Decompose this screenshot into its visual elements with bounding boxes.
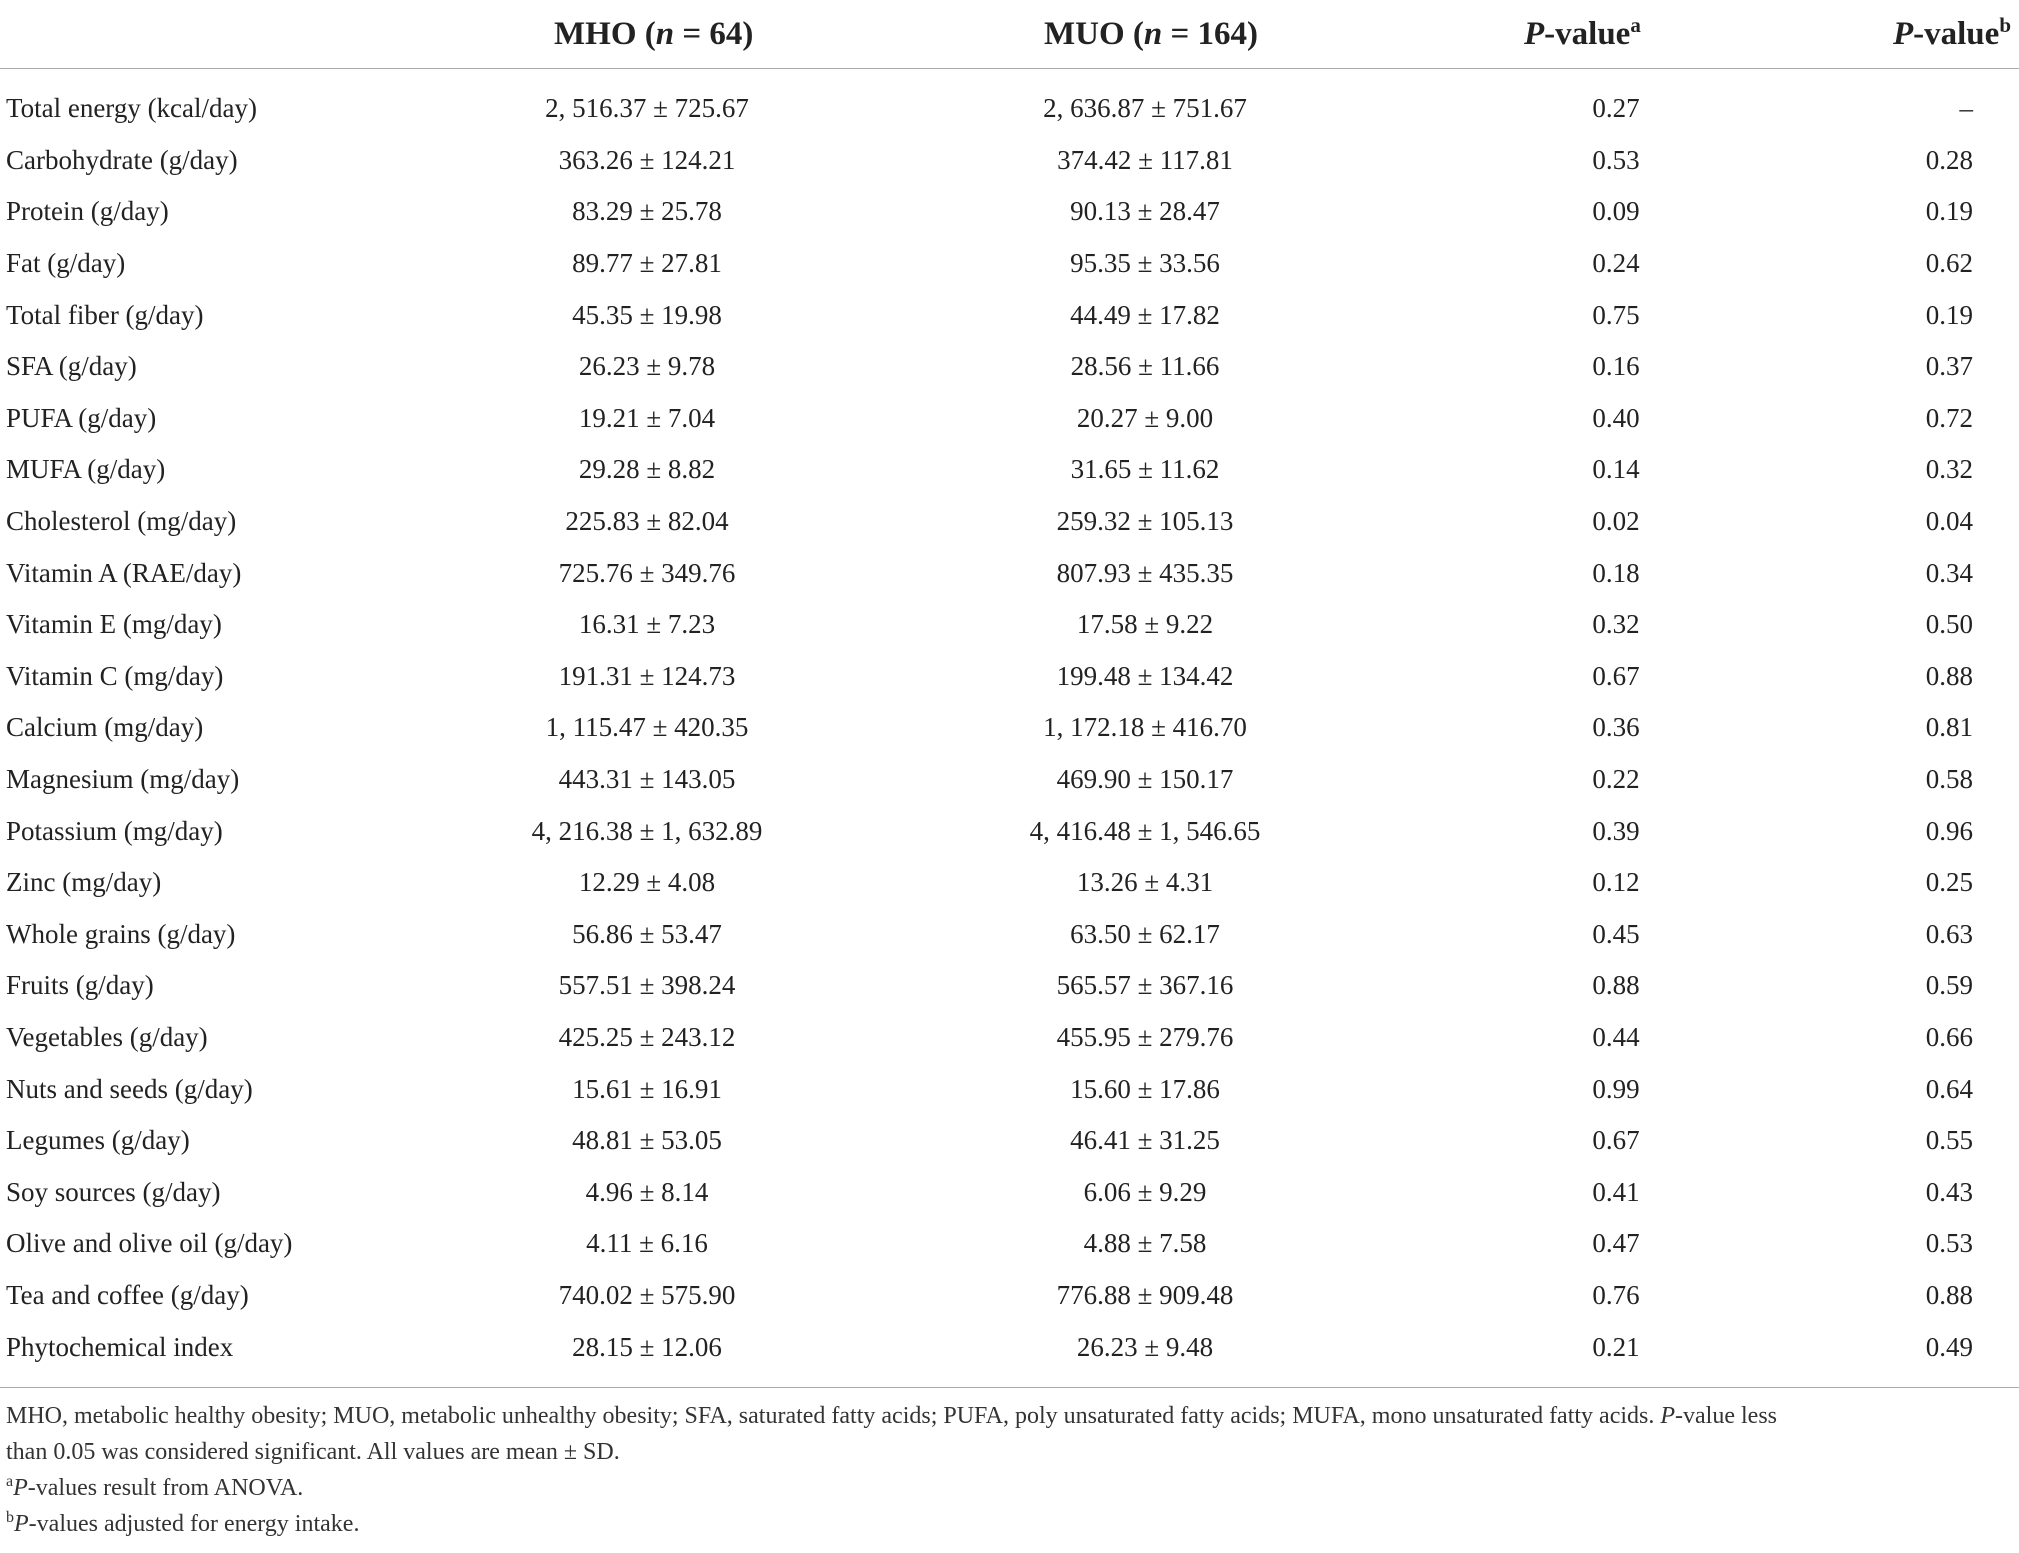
p-value-anova: 0.45: [1592, 918, 1640, 949]
mho-value: 89.77 ± 27.81: [572, 248, 722, 279]
header-p1-sup: a: [1630, 12, 1641, 37]
header-p2-letter: P: [1892, 15, 1914, 52]
row-label: Tea and coffee (g/day): [6, 1279, 249, 1310]
abbrev-p-letter: P: [1660, 1403, 1676, 1429]
table-row: [0, 599, 2019, 651]
table-row: [0, 1321, 2019, 1373]
muo-value: 565.57 ± 367.16: [1056, 970, 1234, 1001]
p-value-anova: 0.99: [1592, 1073, 1640, 1104]
muo-value: 20.27 ± 9.00: [1076, 402, 1214, 433]
muo-value: 4, 416.48 ± 1, 546.65: [1029, 815, 1261, 846]
p-value-adjusted: 0.66: [1925, 1021, 1973, 1052]
table-row: [0, 547, 2019, 599]
p-value-anova: 0.88: [1592, 970, 1640, 1001]
mho-value: 56.86 ± 53.47: [572, 918, 722, 949]
footnote-b-mark: b: [6, 1509, 14, 1526]
muo-value: 374.42 ± 117.81: [1057, 144, 1233, 175]
p-value-adjusted: 0.50: [1925, 609, 1973, 640]
header-p-value-a: [1500, 0, 1790, 69]
row-label: Total fiber (g/day): [6, 299, 204, 330]
row-label: Nuts and seeds (g/day): [6, 1073, 253, 1104]
header-mho-suffix: = 64): [674, 15, 754, 52]
mho-value: 1, 115.47 ± 420.35: [545, 712, 749, 743]
row-label: Vitamin A (RAE/day): [6, 557, 242, 588]
p-value-anova: 0.16: [1592, 351, 1640, 382]
p-value-adjusted: 0.32: [1925, 454, 1973, 485]
table-bottom-rule: [0, 1387, 2019, 1388]
row-label: Magnesium (mg/day): [6, 764, 240, 795]
footnote-a: [6, 1470, 2014, 1506]
table-row: [0, 238, 2019, 290]
table-row: [0, 909, 2019, 961]
muo-value: 15.60 ± 17.86: [1070, 1073, 1220, 1104]
p-value-adjusted: 0.04: [1925, 506, 1973, 537]
table-header-row: [0, 0, 2019, 69]
mho-value: 83.29 ± 25.78: [572, 196, 722, 227]
table-row: [0, 69, 2019, 135]
mho-value: 15.61 ± 16.91: [572, 1073, 722, 1104]
row-label: MUFA (g/day): [6, 454, 166, 485]
table-row: [0, 1218, 2019, 1270]
muo-value: 44.49 ± 17.82: [1070, 299, 1220, 330]
p-value-anova: 0.44: [1592, 1021, 1640, 1052]
muo-value: 6.06 ± 9.29: [1083, 1176, 1207, 1207]
header-label-cell: [0, 0, 500, 69]
mho-value: 45.35 ± 19.98: [572, 299, 722, 330]
table-row: [0, 496, 2019, 548]
p-value-adjusted: 0.19: [1925, 196, 1973, 227]
abbreviation-note-line2: than 0.05 was considered significant. All values are mean ± SD.: [6, 1439, 620, 1465]
row-label: Legumes (g/day): [6, 1125, 190, 1156]
mho-value: 191.31 ± 124.73: [558, 660, 736, 691]
p-value-adjusted: 0.88: [1925, 1279, 1973, 1310]
header-p1-letter: P: [1524, 15, 1545, 52]
p-value-adjusted: 0.37: [1925, 351, 1973, 382]
abbrev-start: MHO, metabolic healthy obesity; MUO, metabolic unhealthy obesity; SFA, saturated fatty acids; PUFA, poly unsaturated fatty acids; MUFA, mono unsaturated fatty acids.: [6, 1403, 1661, 1429]
row-label: Fruits (g/day): [6, 970, 154, 1001]
p-value-anova: 0.76: [1592, 1279, 1640, 1310]
muo-value: 776.88 ± 909.48: [1056, 1279, 1234, 1310]
row-label: Olive and olive oil (g/day): [6, 1228, 293, 1259]
mho-value: 12.29 ± 4.08: [578, 867, 716, 898]
footnote-b-p: P: [14, 1511, 29, 1537]
row-label: Total energy (kcal/day): [6, 93, 258, 124]
table-row: [0, 135, 2019, 187]
p-value-adjusted: 0.19: [1925, 299, 1973, 330]
row-label: Soy sources (g/day): [6, 1176, 221, 1207]
p-value-anova: 0.32: [1592, 609, 1640, 640]
mho-value: 16.31 ± 7.23: [578, 609, 716, 640]
footnote-a-text: -values result from ANOVA.: [27, 1475, 304, 1501]
table-row: [0, 960, 2019, 1012]
muo-value: 199.48 ± 134.42: [1056, 660, 1234, 691]
p-value-anova: 0.40: [1592, 402, 1640, 433]
p-value-adjusted: 0.28: [1925, 144, 1973, 175]
muo-value: 28.56 ± 11.66: [1070, 351, 1220, 382]
p-value-adjusted: 0.49: [1925, 1331, 1973, 1362]
p-value-adjusted: 0.58: [1925, 764, 1973, 795]
p-value-anova: 0.14: [1592, 454, 1640, 485]
header-mho-n: n: [655, 15, 675, 52]
header-mho: [500, 0, 1000, 69]
footnote-b: [6, 1506, 2014, 1542]
p-value-adjusted: 0.96: [1925, 815, 1973, 846]
row-label: Carbohydrate (g/day): [6, 144, 238, 175]
p-value-anova: 0.47: [1592, 1228, 1640, 1259]
p-value-adjusted: 0.55: [1925, 1125, 1973, 1156]
mho-value: 557.51 ± 398.24: [558, 970, 736, 1001]
mho-value: 4, 216.38 ± 1, 632.89: [531, 815, 763, 846]
p-value-adjusted: 0.34: [1925, 557, 1973, 588]
table-notes: [6, 1398, 2014, 1542]
header-mho-prefix: MHO (: [554, 15, 656, 52]
mho-value: 363.26 ± 124.21: [558, 144, 736, 175]
mho-value: 425.25 ± 243.12: [558, 1021, 736, 1052]
header-p-value-b: [1790, 0, 2019, 69]
table-body: [0, 69, 2019, 1373]
p-value-adjusted: 0.81: [1925, 712, 1973, 743]
mho-value: 740.02 ± 575.90: [558, 1279, 736, 1310]
header-p2-sup: b: [1999, 12, 2011, 37]
row-label: Potassium (mg/day): [6, 815, 223, 846]
p-value-anova: 0.67: [1592, 1125, 1640, 1156]
p-value-anova: 0.36: [1592, 712, 1640, 743]
mho-value: 225.83 ± 82.04: [565, 506, 729, 537]
mho-value: 26.23 ± 9.78: [578, 351, 716, 382]
row-label: Vegetables (g/day): [6, 1021, 208, 1052]
header-muo-suffix: = 164): [1162, 15, 1259, 52]
p-value-adjusted: 0.62: [1925, 248, 1973, 279]
row-label: Calcium (mg/day): [6, 712, 204, 743]
table-row: [0, 857, 2019, 909]
table-row: [0, 289, 2019, 341]
row-label: Cholesterol (mg/day): [6, 506, 237, 537]
header-p2-text: -value: [1913, 15, 2000, 52]
muo-value: 2, 636.87 ± 751.67: [1043, 93, 1247, 124]
muo-value: 17.58 ± 9.22: [1076, 609, 1214, 640]
p-value-anova: 0.41: [1592, 1176, 1640, 1207]
table-row: [0, 393, 2019, 445]
table-row: [0, 754, 2019, 806]
muo-value: 1, 172.18 ± 416.70: [1043, 712, 1247, 743]
mho-value: 48.81 ± 53.05: [572, 1125, 722, 1156]
muo-value: 95.35 ± 33.56: [1070, 248, 1220, 279]
footnote-a-p: P: [13, 1475, 28, 1501]
table-row: [0, 341, 2019, 393]
p-value-adjusted: 0.64: [1925, 1073, 1973, 1104]
mho-value: 443.31 ± 143.05: [558, 764, 736, 795]
p-value-adjusted: 0.72: [1925, 402, 1973, 433]
row-label: Fat (g/day): [6, 248, 126, 279]
footnote-a-mark: a: [6, 1473, 14, 1490]
table-row: [0, 1012, 2019, 1064]
row-label: Zinc (mg/day): [6, 867, 162, 898]
header-muo: [1000, 0, 1500, 69]
muo-value: 46.41 ± 31.25: [1070, 1125, 1220, 1156]
table-row: [0, 651, 2019, 703]
mho-value: 29.28 ± 8.82: [578, 454, 716, 485]
p-value-adjusted: –: [1959, 93, 1973, 124]
table-row: [0, 186, 2019, 238]
p-value-anova: 0.09: [1592, 196, 1640, 227]
row-label: Vitamin E (mg/day): [6, 609, 222, 640]
p-value-adjusted: 0.63: [1925, 918, 1973, 949]
muo-value: 4.88 ± 7.58: [1083, 1228, 1207, 1259]
table-row: [0, 1115, 2019, 1167]
abbreviation-note: [6, 1398, 2014, 1434]
p-value-adjusted: 0.43: [1925, 1176, 1973, 1207]
p-value-anova: 0.18: [1592, 557, 1640, 588]
header-muo-prefix: MUO (: [1044, 15, 1144, 52]
muo-value: 31.65 ± 11.62: [1070, 454, 1220, 485]
table-row: [0, 1166, 2019, 1218]
p-value-adjusted: 0.25: [1925, 867, 1973, 898]
p-value-anova: 0.22: [1592, 764, 1640, 795]
mho-value: 4.11 ± 6.16: [586, 1228, 708, 1259]
p-value-anova: 0.67: [1592, 660, 1640, 691]
footnote-b-text: -values adjusted for energy intake.: [28, 1511, 360, 1537]
p-value-anova: 0.53: [1592, 144, 1640, 175]
table-row: [0, 805, 2019, 857]
table-row: [0, 702, 2019, 754]
mho-value: 19.21 ± 7.04: [578, 402, 716, 433]
mho-value: 28.15 ± 12.06: [572, 1331, 722, 1362]
p-value-anova: 0.02: [1592, 506, 1640, 537]
muo-value: 807.93 ± 435.35: [1056, 557, 1234, 588]
muo-value: 259.32 ± 105.13: [1056, 506, 1234, 537]
mho-value: 4.96 ± 8.14: [585, 1176, 709, 1207]
p-value-anova: 0.39: [1592, 815, 1640, 846]
p-value-anova: 0.12: [1592, 867, 1640, 898]
header-muo-n: n: [1143, 15, 1163, 52]
row-label: Phytochemical index: [6, 1331, 234, 1362]
table-row: [0, 1063, 2019, 1115]
p-value-adjusted: 0.59: [1925, 970, 1973, 1001]
abbrev-mid: -value less: [1675, 1403, 1777, 1429]
muo-value: 90.13 ± 28.47: [1070, 196, 1220, 227]
muo-value: 13.26 ± 4.31: [1076, 867, 1214, 898]
mho-value: 2, 516.37 ± 725.67: [545, 93, 749, 124]
p-value-adjusted: 0.53: [1925, 1228, 1973, 1259]
muo-value: 63.50 ± 62.17: [1070, 918, 1220, 949]
muo-value: 455.95 ± 279.76: [1056, 1021, 1234, 1052]
table-row: [0, 1270, 2019, 1322]
row-label: Vitamin C (mg/day): [6, 660, 224, 691]
p-value-anova: 0.27: [1592, 93, 1640, 124]
table-row: [0, 444, 2019, 496]
muo-value: 469.90 ± 150.17: [1056, 764, 1234, 795]
p-value-anova: 0.75: [1592, 299, 1640, 330]
p-value-adjusted: 0.88: [1925, 660, 1973, 691]
mho-value: 725.76 ± 349.76: [558, 557, 736, 588]
row-label: PUFA (g/day): [6, 402, 157, 433]
row-label: Whole grains (g/day): [6, 918, 236, 949]
p-value-anova: 0.21: [1592, 1331, 1640, 1362]
row-label: SFA (g/day): [6, 351, 137, 382]
row-label: Protein (g/day): [6, 196, 169, 227]
muo-value: 26.23 ± 9.48: [1076, 1331, 1214, 1362]
header-p1-text: -value: [1544, 15, 1631, 52]
p-value-anova: 0.24: [1592, 248, 1640, 279]
